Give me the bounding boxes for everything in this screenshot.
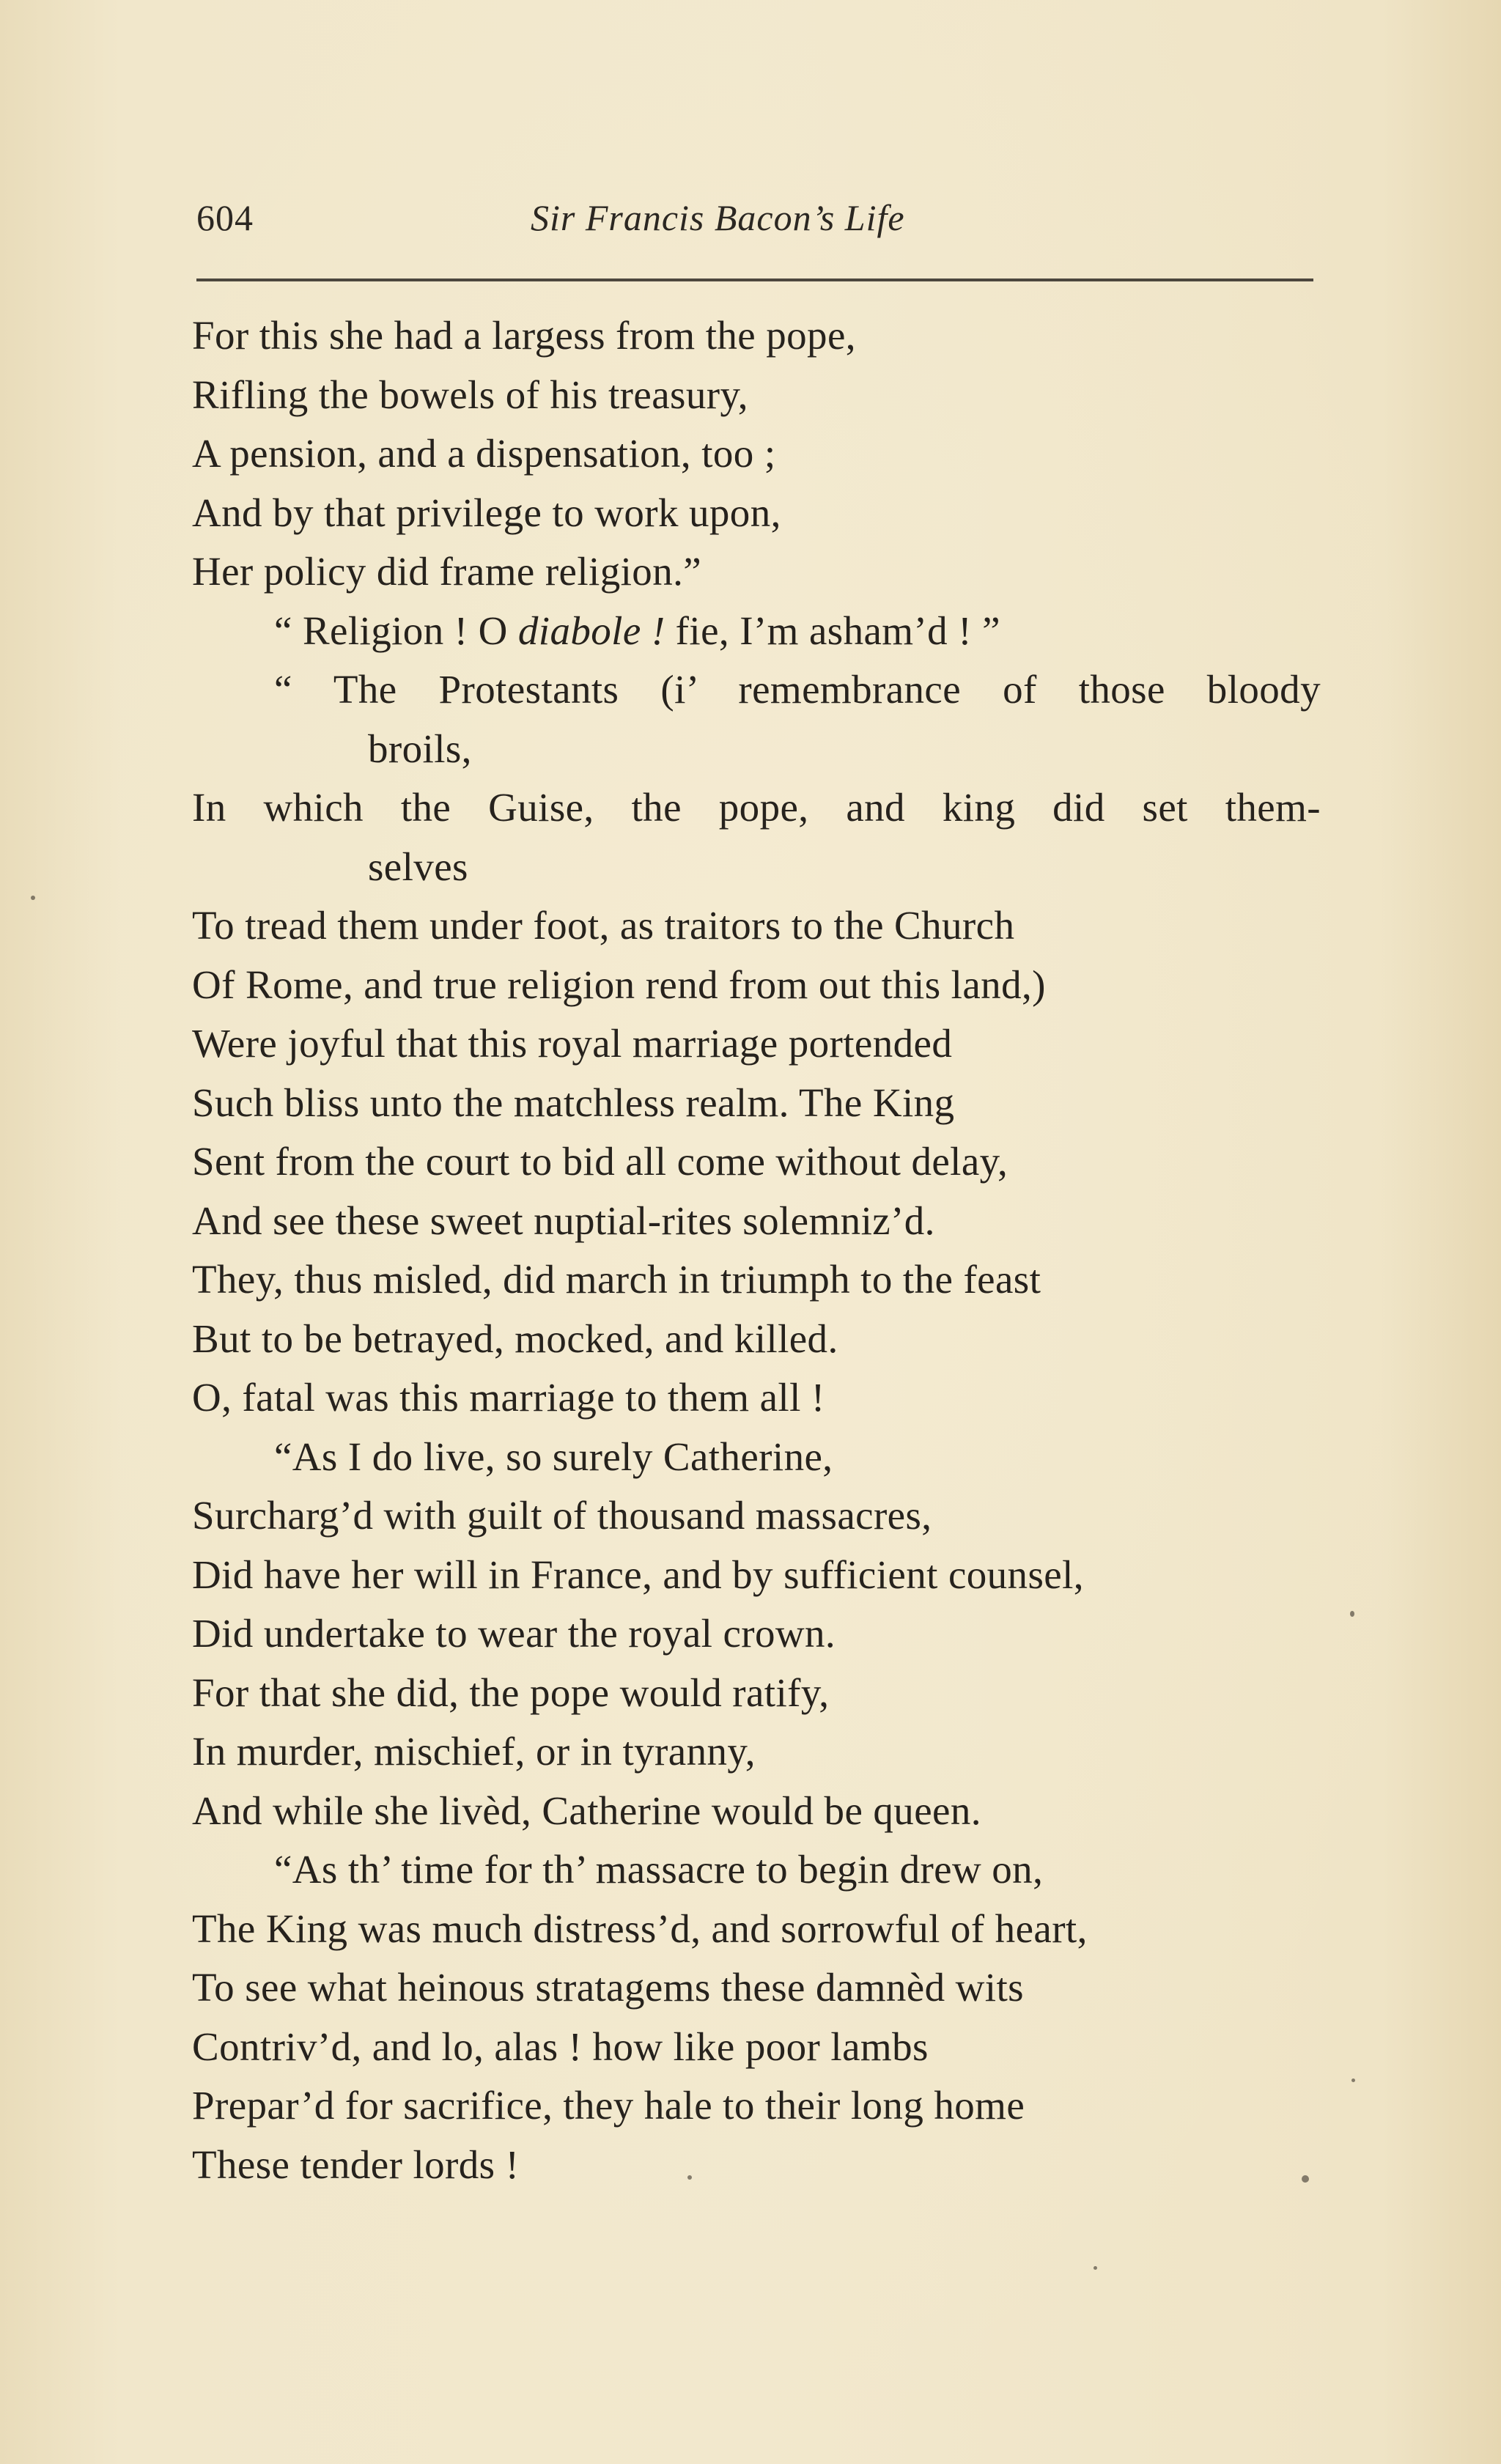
paper-speck — [1094, 2266, 1097, 2270]
verse-line: In murder, mischief, or in tyranny, — [192, 1729, 756, 1774]
verse-line: And by that privilege to work upon, — [192, 490, 781, 535]
verse-line: Surcharg’d with guilt of thousand massacres, — [192, 1493, 932, 1538]
verse-text: “ Religion ! O — [274, 608, 518, 653]
verse-line: The King was much distress’d, and sorrowful of heart, — [192, 1906, 1088, 1951]
verse-line: For that she did, the pope would ratify, — [192, 1670, 830, 1715]
verse-line: Sent from the court to bid all come without delay, — [192, 1139, 1008, 1184]
paper-speck — [687, 2175, 692, 2180]
verse-line: Did undertake to wear the royal crown. — [192, 1611, 836, 1656]
paper-speck — [31, 896, 35, 900]
paper-speck — [1302, 2175, 1309, 2183]
verse-line: For this she had a largess from the pope, — [192, 313, 856, 358]
header-rule — [196, 279, 1313, 281]
verse-line: “ The Protestants (i’ remembrance of those bloody — [274, 667, 1321, 712]
verse-line: “As th’ time for th’ massacre to begin drew on, — [274, 1847, 1044, 1892]
verse-body — [192, 306, 1321, 2194]
verse-line: Did have her will in France, and by sufficient counsel, — [192, 1552, 1084, 1597]
running-title: Sir Francis Bacon’s Life — [531, 197, 905, 238]
verse-line: Rifling the bowels of his treasury, — [192, 372, 748, 417]
verse-line: These tender lords ! — [192, 2142, 520, 2187]
verse-line: Were joyful that this royal marriage portended — [192, 1021, 953, 1066]
verse-line: In which the Guise, the pope, and king did set them- — [192, 785, 1321, 830]
page-header — [196, 192, 1313, 251]
verse-line: To see what heinous stratagems these damnèd wits — [192, 1965, 1024, 2010]
verse-turnover: broils, — [368, 726, 472, 771]
verse-line — [192, 602, 1321, 661]
verse-line: And while she livèd, Catherine would be queen. — [192, 1788, 981, 1833]
italic-phrase: diabole ! — [517, 608, 665, 653]
paper-speck — [1351, 2078, 1355, 2082]
verse-line: A pension, and a dispensation, too ; — [192, 431, 776, 476]
verse-line: O, fatal was this marriage to them all ! — [192, 1375, 825, 1420]
verse-text: fie, I’m asham’d ! ” — [665, 608, 1000, 653]
verse-turnover: selves — [368, 844, 468, 889]
verse-line: Such bliss unto the matchless realm. The King — [192, 1080, 955, 1125]
verse-line: They, thus misled, did march in triumph to the feast — [192, 1257, 1041, 1302]
verse-line: “As I do live, so surely Catherine, — [274, 1434, 833, 1479]
verse-line: Contriv’d, and lo, alas ! how like poor lambs — [192, 2024, 929, 2069]
verse-line: Of Rome, and true religion rend from out this land,) — [192, 962, 1046, 1007]
verse-line: And see these sweet nuptial-rites solemniz’d. — [192, 1198, 935, 1243]
page-number: 604 — [196, 197, 254, 238]
verse-line: To tread them under foot, as traitors to the Church — [192, 903, 1015, 948]
paper-speck — [1350, 1611, 1354, 1617]
verse-line: Her policy did frame religion.” — [192, 549, 702, 594]
verse-line: But to be betrayed, mocked, and killed. — [192, 1316, 838, 1361]
verse-line: Prepar’d for sacrifice, they hale to their long home — [192, 2083, 1025, 2128]
